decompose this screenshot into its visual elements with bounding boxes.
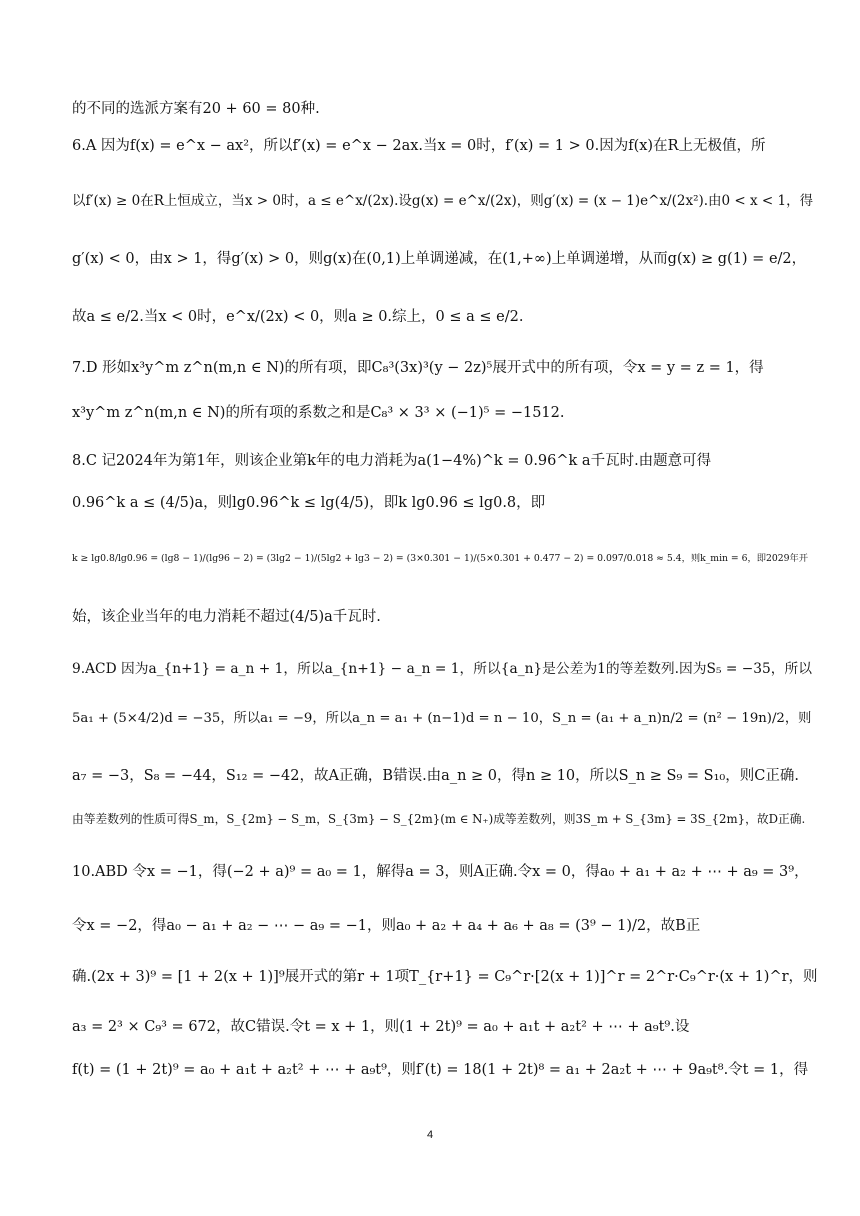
text-line: 0.96^k a ≤ (4/5)a，则lg0.96^k ≤ lg(4/5)，即k lg0.96 ≤ lg0.8，即 [72,495,546,511]
text-line: 由等差数列的性质可得S_m，S_{2m} − S_m，S_{3m} − S_{2m}(m ∈ N₊)成等差数列，则3S_m + S_{3m} = 3S_{2m}，故D正确. [72,812,806,826]
text-line: 5a₁ + (5×4/2)d = −35，所以a₁ = −9，所以a_n = a₁ + (n−1)d = n − 10，S_n = (a₁ + a_n)n/2 = (n² − 19n)/2，则 [72,711,812,726]
text-line: 10.ABD 令x = −1，得(−2 + a)⁹ = a₀ = 1，解得a = 3，则A正确.令x = 0，得a₀ + a₁ + a₂ + ⋯ + a₉ = 3⁹， [72,864,809,880]
text-line: 令x = −2，得a₀ − a₁ + a₂ − ⋯ − a₉ = −1，则a₀ + a₂ + a₄ + a₆ + a₈ = (3⁹ − 1)/2，故B正 [72,918,701,934]
page-number: 4 [426,1129,434,1141]
text-line: 8.C 记2024年为第1年，则该企业第k年的电力消耗为a(1−4%)^k = 0.96^k a千瓦时.由题意可得 [72,453,712,469]
text-line: g′(x) < 0，由x > 1，得g′(x) > 0，则g(x)在(0,1)上单调递减，在(1,+∞)上单调递增，从而g(x) ≥ g(1) = e/2， [72,251,807,267]
text-line: 6.A 因为f(x) = e^x − ax²，所以f′(x) = e^x − 2ax.当x = 0时，f′(x) = 1 > 0.因为f(x)在R上无极值，所 [72,138,766,154]
text-line: 7.D 形如x³y^m z^n(m,n ∈ N)的所有项，即C₈³(3x)³(y − 2z)⁵展开式中的所有项，令x = y = z = 1，得 [72,360,764,376]
text-line: 9.ACD 因为a_{n+1} = a_n + 1，所以a_{n+1} − a_n = 1，所以{a_n}是公差为1的等差数列.因为S₅ = −35，所以 [72,661,813,677]
text-line: 的不同的选派方案有20 + 60 = 80种. [72,101,320,117]
text-line: a₃ = 2³ × C₉³ = 672，故C错误.令t = x + 1，则(1 + 2t)⁹ = a₀ + a₁t + a₂t² + ⋯ + a₉t⁹.设 [72,1019,690,1035]
text-line: a₇ = −3，S₈ = −44，S₁₂ = −42，故A正确，B错误.由a_n ≥ 0，得n ≥ 10，所以S_n ≥ S₉ = S₁₀，则C正确. [72,768,799,784]
text-line: 以f′(x) ≥ 0在R上恒成立，当x > 0时，a ≤ e^x/(2x).设g(x) = e^x/(2x)，则g′(x) = (x − 1)e^x/(2x²).由0 < x < 1，得 [72,193,814,209]
text-line: 始，该企业当年的电力消耗不超过(4/5)a千瓦时. [72,609,381,625]
text-line: 确.(2x + 3)⁹ = [1 + 2(x + 1)]⁹展开式的第r + 1项T_{r+1} = C₉^r·[2(x + 1)]^r = 2^r·C₉^r·(x + 1)^r，则 [72,969,818,985]
text-line: k ≥ lg0.8/lg0.96 = (lg8 − 1)/(lg96 − 2) = (3lg2 − 1)/(5lg2 + lg3 − 2) = (3×0.301 − 1)/(5×0.301 + 0.477 − 2) = 0.097/0.018 ≈ 5.4，则k_min = 6，即2029年开 [72,553,809,564]
text-line: f(t) = (1 + 2t)⁹ = a₀ + a₁t + a₂t² + ⋯ + a₉t⁹，则f′(t) = 18(1 + 2t)⁸ = a₁ + 2a₂t + ⋯ + 9a₉t⁸.令t = 1，得 [72,1062,809,1078]
text-line: x³y^m z^n(m,n ∈ N)的所有项的系数之和是C₈³ × 3³ × (−1)⁵ = −1512. [72,405,565,421]
text-line: 故a ≤ e/2.当x < 0时，e^x/(2x) < 0，则a ≥ 0.综上，0 ≤ a ≤ e/2. [72,309,524,325]
